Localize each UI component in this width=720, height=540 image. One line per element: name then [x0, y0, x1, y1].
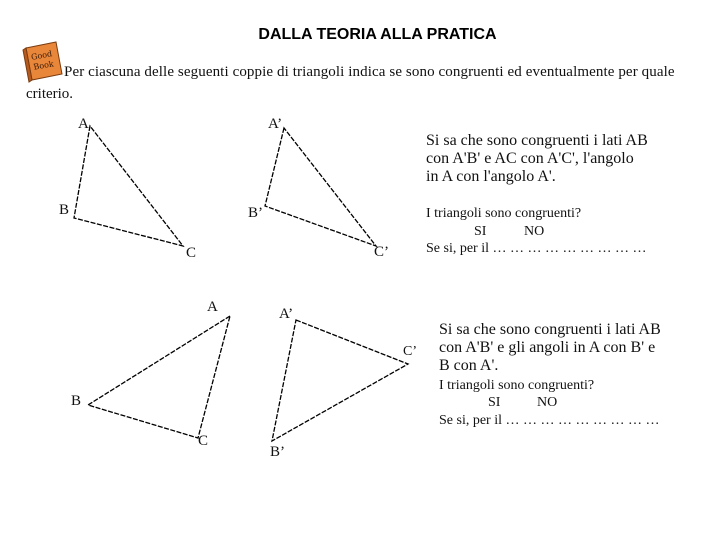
instructions-line-2: criterio. — [26, 86, 74, 102]
triangle-pair2-right — [272, 320, 408, 441]
triangle-pair2-left — [88, 316, 230, 438]
pair1-given-line-1: Si sa che sono congruenti i lati AB — [426, 132, 648, 149]
pair1-yes-option[interactable]: SI — [474, 224, 487, 239]
label-pair2-left-c: C — [198, 433, 209, 449]
label-pair1-left-b: B — [59, 202, 70, 218]
label-pair2-right-a: A’ — [279, 306, 294, 322]
label-pair2-right-c: C’ — [403, 344, 417, 359]
triangle-pair1-left — [74, 126, 183, 246]
pair1-no-option[interactable]: NO — [524, 224, 545, 239]
pair2-given-line-1: Si sa che sono congruenti i lati AB — [439, 321, 661, 338]
pair2-yes-option[interactable]: SI — [488, 395, 501, 410]
pair2-given-line-3: B con A'. — [439, 357, 499, 374]
instructions-line-1: Per ciascuna delle seguenti coppie di triangoli indica se sono congruenti ed eventualmente per quale — [64, 64, 675, 80]
pair2-given-text — [439, 321, 709, 375]
label-pair1-right-a: A’ — [268, 116, 283, 132]
pair2-question: I triangoli sono congruenti? — [439, 378, 595, 393]
label-pair2-left-b: B — [71, 393, 82, 409]
pair2-no-option[interactable]: NO — [537, 395, 558, 410]
label-pair1-right-b: B’ — [248, 205, 263, 221]
pair2-criterion-blank[interactable]: Se si, per il … … … … … … … … … — [439, 413, 660, 428]
label-pair1-left-c: C — [186, 245, 197, 261]
pair1-given-line-3: in A con l'angolo A'. — [426, 168, 556, 185]
page-title: DALLA TEORIA ALLA PRATICA — [258, 26, 497, 43]
pair1-criterion-blank[interactable]: Se si, per il … … … … … … … … … — [426, 241, 647, 256]
pair1-question: I triangoli sono congruenti? — [426, 206, 582, 221]
pair2-given-line-2: con A'B' e gli angoli in A con B' e — [439, 339, 656, 356]
triangle-pair1-right — [265, 128, 376, 246]
label-pair1-right-c: C’ — [374, 244, 389, 260]
label-pair2-right-b: B’ — [270, 444, 285, 460]
svg-text:Good: Good — [30, 49, 53, 62]
notebook-icon-label: Book — [32, 59, 55, 72]
label-pair1-left-a: A — [78, 116, 89, 132]
pair1-given-text — [426, 132, 706, 186]
pair1-given-line-2: con A'B' e AC con A'C', l'angolo — [426, 150, 634, 167]
label-pair2-left-a: A — [207, 299, 218, 315]
